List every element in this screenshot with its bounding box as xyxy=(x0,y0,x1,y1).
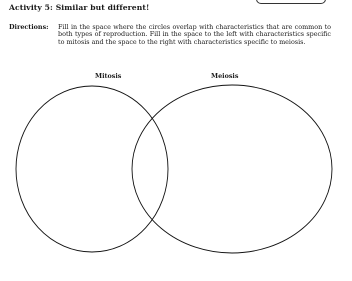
corner-frame xyxy=(256,0,326,4)
directions-block xyxy=(9,24,331,46)
mitosis-circle[interactable] xyxy=(16,86,168,252)
meiosis-label: Meiosis xyxy=(211,72,239,80)
directions-label: Directions: xyxy=(9,23,49,31)
directions-text: Fill in the space where the circles overlap with characteristics that are common to both types of reproduction. Fill in the space to the left with characteristics specific to mitosis and the space to the right with characteristics specific to meiosis. xyxy=(58,23,331,46)
mitosis-label: Mitosis xyxy=(95,72,122,80)
meiosis-circle[interactable] xyxy=(132,85,332,253)
activity-title: Activity 5: Similar but different! xyxy=(9,3,150,12)
venn-diagram xyxy=(0,68,352,281)
